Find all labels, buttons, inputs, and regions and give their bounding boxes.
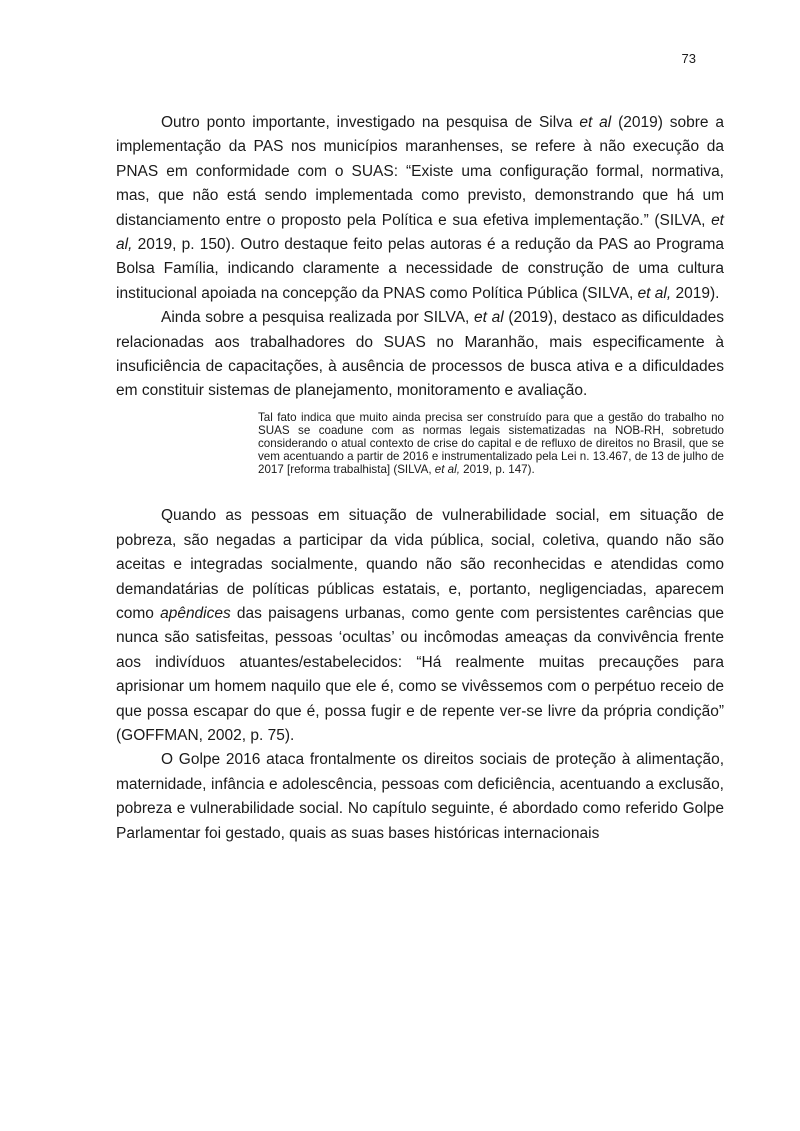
italic-text: apêndices [160, 605, 231, 623]
text-segment: 2019, p. 150). Outro destaque feito pelas autoras é a redução da PAS ao Programa Bolsa Família, indicando claramente a necessidade de construção de uma cultura institucional apoiada na concepção da PNAS como Política Pública (SILVA, [116, 236, 724, 302]
text-segment: 2019, p. 147). [459, 462, 535, 476]
text-segment: Quando as pessoas em situação de vulnerabilidade social, em situação de pobreza, são negadas a participar da vida pública, social, coletiva, quando não são aceitas e integradas socialmente, quando não são reconhecidas e atendidas como demandatárias de políticas públicas estatais, e, portanto, negligenciadas, aparecem como [116, 507, 724, 623]
text-segment: Ainda sobre a pesquisa realizada por SILVA, [161, 309, 475, 327]
italic-text: et al, [637, 284, 672, 302]
text-segment: 2019). [671, 284, 720, 302]
document-body [116, 111, 724, 846]
paragraph [116, 306, 724, 404]
paragraph [116, 504, 724, 748]
italic-text: et al [579, 114, 612, 131]
text-segment: Tal fato indica que muito ainda precisa ser construído para que a gestão do trabalho no SUAS se coadune com as normas legais sistematizadas na NOB-RH, sobretudo considerando o atual contexto de crise do capital e de refluxo de direitos no Brasil, que se vem acentuando a partir de 2016 e instrumentalizado pela Lei n. 13.467, de 13 de julho de 2017 [reforma trabalhista] (SILVA, [258, 410, 724, 476]
page-number: 73 [681, 51, 696, 66]
spacer [116, 490, 724, 504]
block-quote [258, 412, 724, 477]
italic-text: et al, [116, 211, 724, 254]
text-segment: (2019), destaco as dificuldades relacionadas aos trabalhadores do SUAS no Maranhão, mais especificamente à insuficiência de capacitações, à ausência de processos de busca ativa e a dificuldades em constituir sistemas de planejamento, monitoramento e avaliação. [116, 309, 724, 400]
text-segment: O Golpe 2016 ataca frontalmente os direitos sociais de proteção à alimentação, maternidade, infância e adolescência, pessoas com deficiência, acentuando a exclusão, pobreza e vulnerabilidade social. No capítulo seguinte, é abordado como referido Golpe Parlamentar foi gestado, quais as suas bases históricas internacionais [116, 751, 724, 842]
italic-text: et al [474, 309, 504, 327]
text-segment: (2019) sobre a implementação da PAS nos municípios maranhenses, se refere à não execução da PNAS em conformidade com o SUAS: “Existe uma configuração formal, normativa, mas, que não está sendo implementada como previsto, demonstrando que há um distanciamento entre o proposto pela Política e sua efetiva implementação.” (SILVA, [116, 114, 724, 229]
paragraph [116, 748, 724, 846]
text-segment: Outro ponto importante, investigado na pesquisa de Silva [161, 114, 580, 131]
paragraph [116, 111, 724, 306]
text-segment: das paisagens urbanas, como gente com persistentes carências que nunca são satisfeitas, pessoas ‘ocultas’ ou incômodas ameaças da convivência frente aos indivíduos atuantes/estabelecidos: “Há realmente muitas precauções para aprisionar um homem naquilo que ele é, como se vivêssemos com o perpétuo receio de que possa escapar do que é, possa fugir e de repente ver-se livre da própria condição” (GOFFMAN, 2002, p. 75). [116, 605, 724, 745]
italic-text: et al, [434, 462, 460, 476]
